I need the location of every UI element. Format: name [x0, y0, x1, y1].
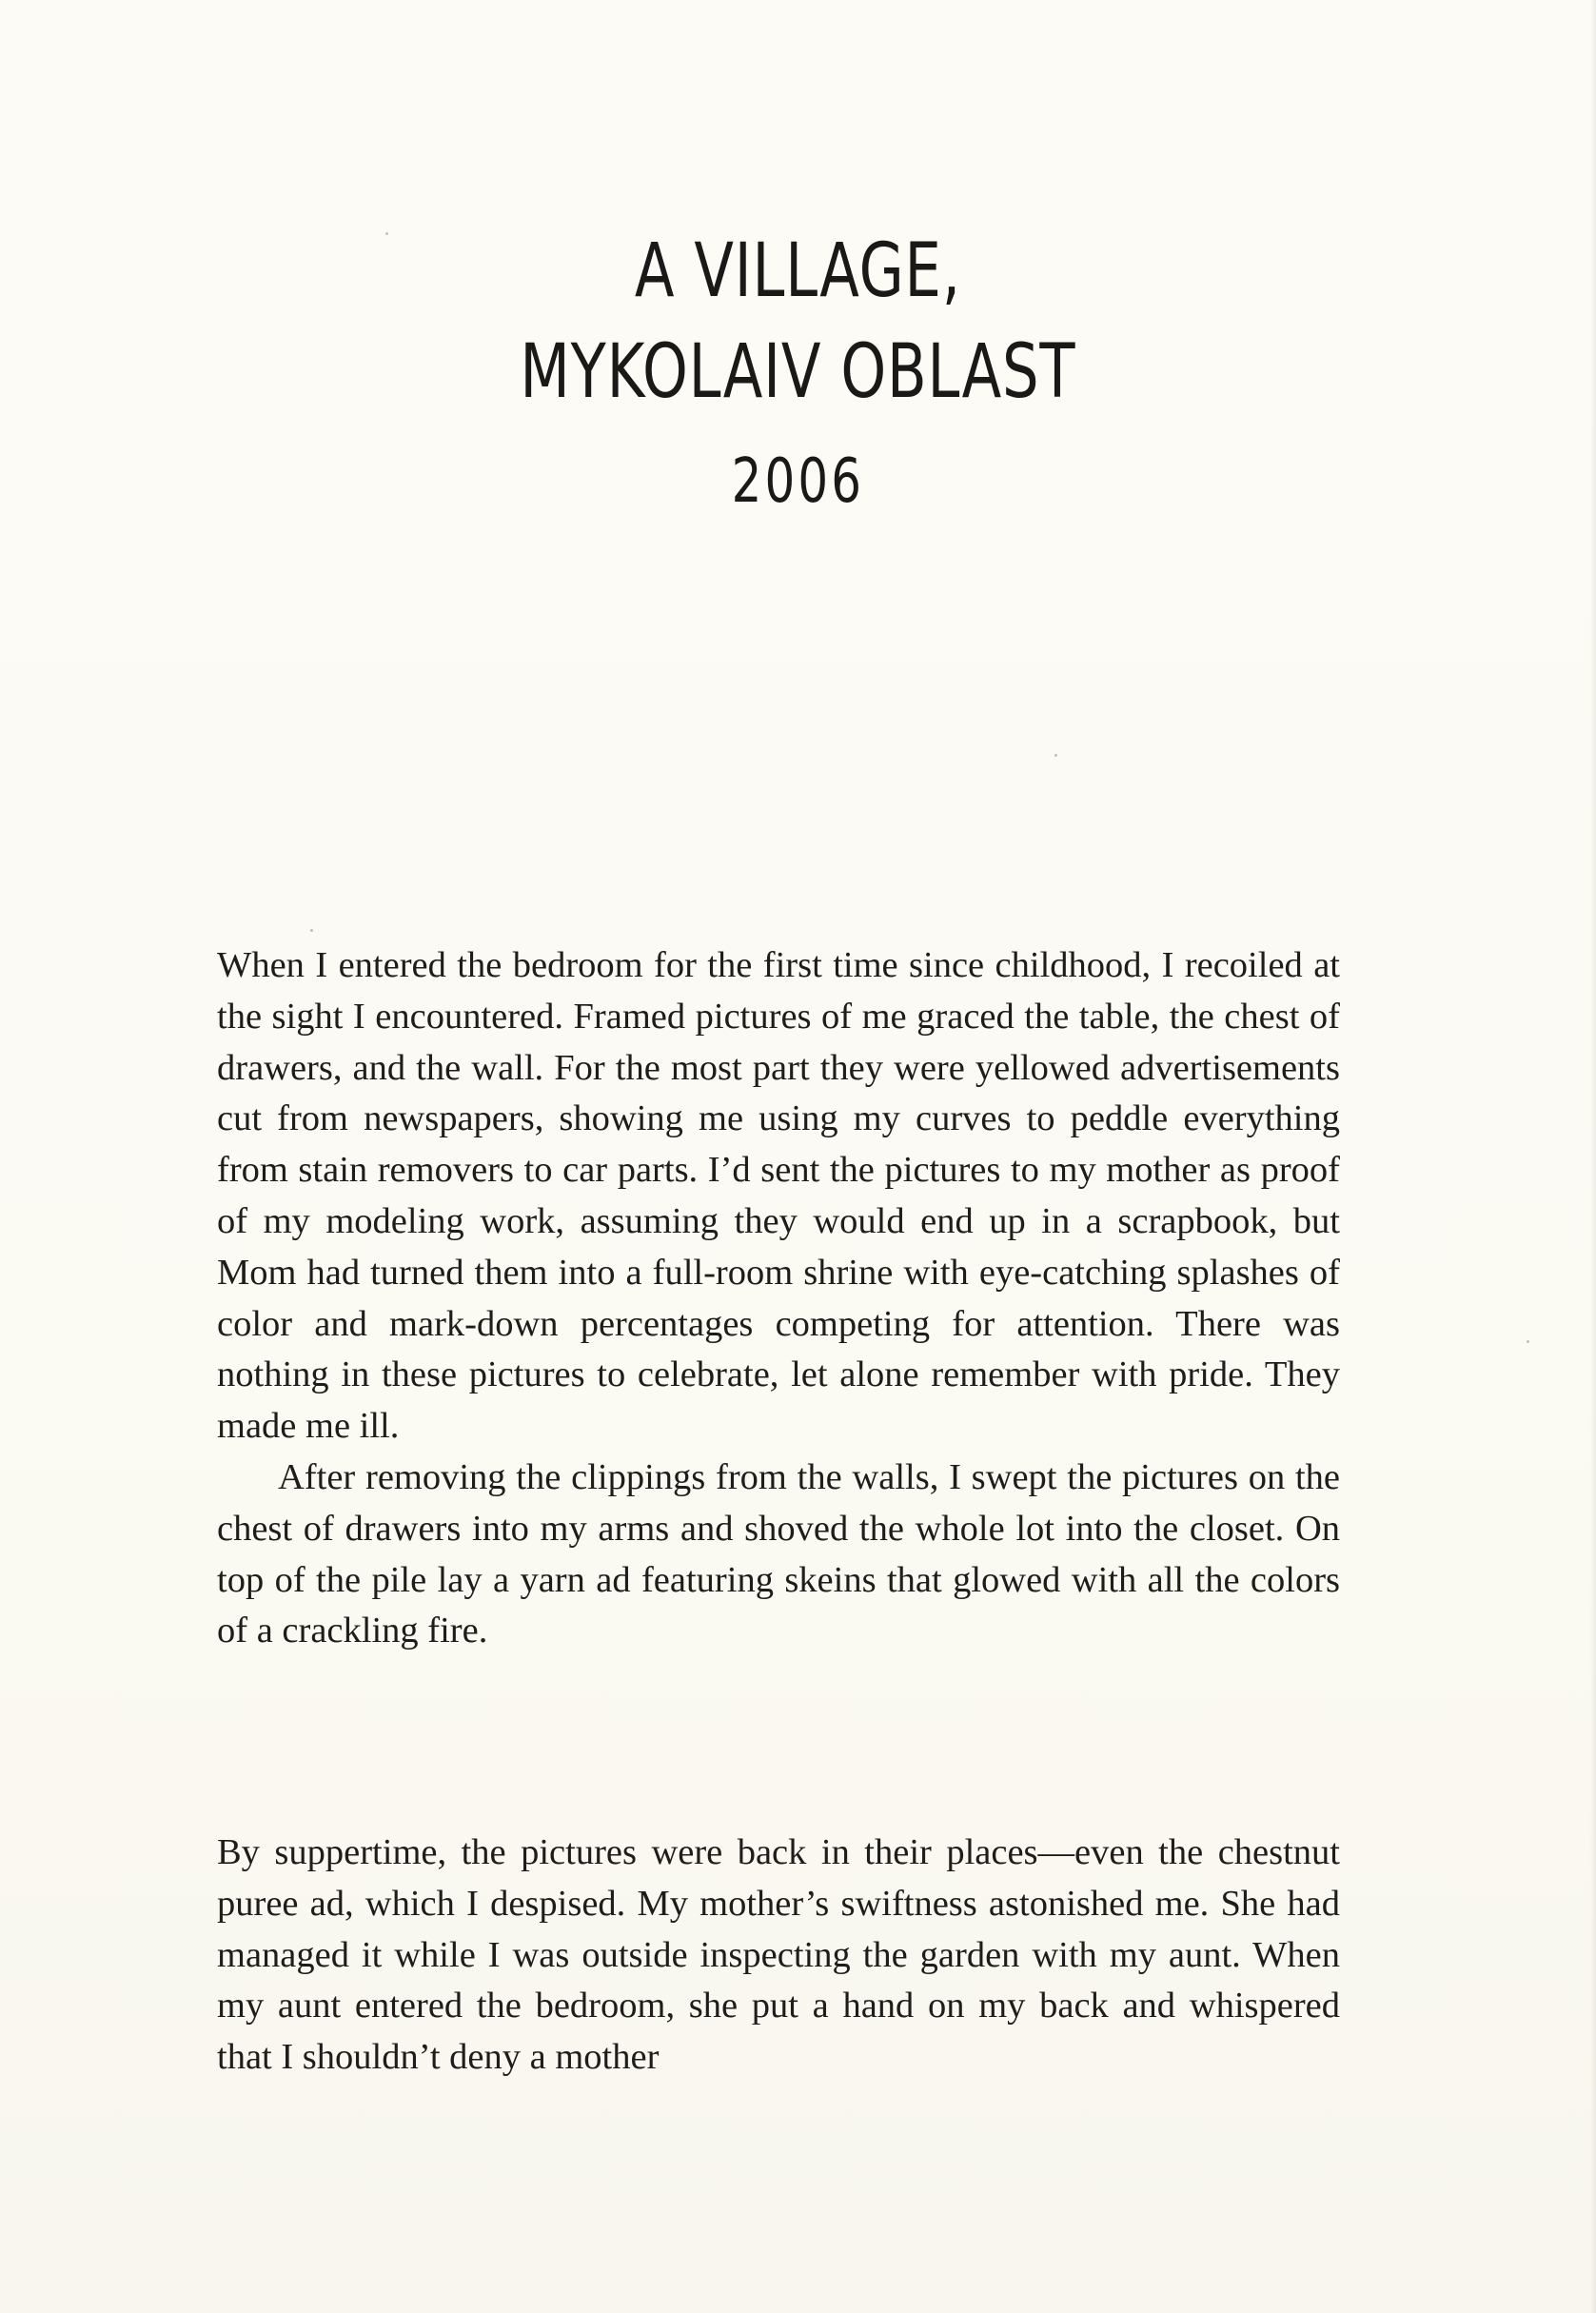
- chapter-title-line-2: MYKOLAIV OBLAST: [520, 329, 1076, 415]
- scan-speck: [1054, 754, 1057, 757]
- scan-speck: [1527, 1340, 1529, 1343]
- chapter-title-line-1: A VILLAGE,: [634, 228, 961, 314]
- text-section-1: [217, 940, 1340, 1657]
- paragraph: By suppertime, the pictures were back in their places—even the chestnut puree ad, which I despised. My mother’s swiftness astonished me. She had managed it while I was outside inspecting the garden with my aunt. When my aunt entered the bedroom, she put a hand on my back and whispered that I shouldn’t deny a mother: [217, 1832, 1340, 2078]
- text-section-2: [217, 1828, 1340, 2084]
- paragraph: After removing the clippings from the walls, I swept the pictures on the chest of drawers into my arms and shoved the whole lot into the closet. On top of the pile lay a yarn ad featuring skeins that glowed with all the colors of a crackling fire.: [217, 1456, 1340, 1651]
- paragraph: When I entered the bedroom for the first time since childhood, I recoiled at the sight I encountered. Framed pictures of me graced the table, the chest of drawers, and the wall. For the most part they were yellowed advertisements cut from newspapers, showing me using my curves to peddle everything from stain removers to car parts. I’d sent the pictures to my mother as proof of my modeling work, assuming they would end up in a scrapbook, but Mom had turned them into a full-room shrine with eye-catching splashes of color and mark-down percentages competing for attention. There was nothing in these pictures to celebrate, let alone remember with pride. They made me ill.: [217, 945, 1340, 1447]
- scan-edge-shadow: [1590, 0, 1596, 2313]
- chapter-year: 2006: [731, 446, 865, 517]
- scan-speck: [310, 929, 313, 932]
